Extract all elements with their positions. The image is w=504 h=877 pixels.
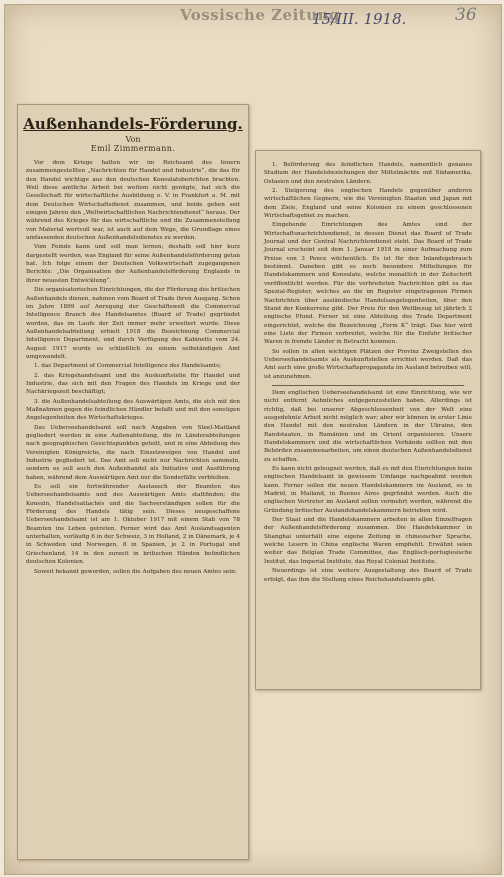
divider (272, 385, 464, 386)
paragraph: Die organisatorischen Einrichtungen, die der Förderung des britischen Außenhandels dienen, nahmen vom Board of Trade ihren Ausgang. Schon im Jahre 1899 auf Anregung der Geschäftswelt die Commercial Intelligence Branch des Handelsamtes (Board of Trade) gegründet worden, das im Laufe der Zeit immer mehr erweitert wurde. Diese Außenhandelsabteilung erhielt 1918 die Bezeichnung Commercial Intelligence Department, und durch Verfügung des Kabinetts vom 24. August 1917 wurde es schließlich zu einem selbständigen Amt umgewandelt. (26, 287, 240, 360)
list-item: 2. Steigerung des englischen Handels gegenüber anderen wirtschaftlichen Gegnern, wie die Vereinigten Staaten und Japan mit dem Ziele, England und seine Kolonien zu einem geschlossenen Wirtschaftsgebiet zu machen. (264, 188, 472, 220)
masthead: Vossische Zeitung (180, 6, 341, 24)
clipping-left (17, 104, 249, 860)
clipping-right (255, 150, 481, 690)
article-title: Außenhandels-Förderung. (23, 115, 243, 133)
left-column-text (18, 159, 248, 849)
paragraph: Eingehende Einrichtungen des Amtes sind der Wirtschaftsnachrichtendienst, in dessen Dienst das Board of Trade Journal und der Central Nachrichtendienst steht. Das Board of Trade Journal erscheint seit dem 1. Januar 1918 in einer Aufmachung zum Preise von 3 Pence wöchentlich. Es ist für den Inlandsgebrauch bestimmt. Daneben gibt es noch besondere Mitteilungen für Handelskammern und Konsulate, welche monatlich in der Zeitschrift veröffentlicht werden. Für die verbreiteten Nachrichten gibt es das Spezial-Register, welches an die im Register eingetragenen Firmen Nachrichten über ausländische Handelsangelegenheiten, über den Stand der Konkurrenz gibt. Der Preis für den Weltbezug ist jährlich 2 englische Pfund. Ferner ist eine Abteilung des Trade Department eingerichtet, welche die Bezeichnung „Form K“ trägt. Das hier wird eine Liste der Firmen verbreitet, welche für die Einfuhr britischer Waren in fremde Länder in Betracht kommen. (264, 222, 472, 346)
page-number: 36 (455, 5, 477, 25)
paragraph: Es kann nicht geleugnet werden, daß es mit den Einrichtungen beim englischen Handelsamt in gewissem Umfange nachgeahmt werden kann. Ferner sollen die neuen Handelskammern im Ausland, so in Madrid, in Mailand, in Buenos Aires gegründet werden. Auch die englischen Vertreter im Ausland sollen vermehrt werden, während die Gründung britischer Auslandshandelskammern betrieben wird. (264, 466, 472, 514)
right-column-text (256, 151, 480, 681)
paragraph: Vor dem Kriege hatten wir im Reichsamt des Innern zusammengestellten „Nachrichten für Handel und Industrie“, die das für den Handel wichtige aus den deutschen Konsulatsberichten brachten. Weil diese amtliche Arbeit bei weitem nicht genügte, hat sich die Gesellschaft für wirtschaftliche Ausbildung e. V. in Frankfurt a. M. mit dem Deutschen Wirtschaftsdienst zusammen, und beide gehen seit einigen Jahren den „Weltwirtschaftlichen Nachrichtendienst“ heraus. Der während des Krieges für das wirtschaftliche und die Zusammenstellung von Material wertvoll war, ist auch auf dem Wege, die Grundlage eines umfassenden deutschen Außenhandelsdienstes zu werden. (26, 160, 240, 242)
paragraph: Es soll ein fortwährender Austausch der Beamten des Ueberseehandelsamts und des Auswärtigen Amts stattfinden; die Konsuln, Handelsattachés und die Sachverständigen sollen für die Förderung des Handels tätig sein. Dieses neugeschaffene Ueberseehandelsamt ist am 1. Oktober 1917 mit einem Stab von 78 Beamten ins Leben getreten. Ferner wird das Amt Auslandsagenten unterhalten, vorläufig 6 in der Schweiz, 3 in Holland, 2 in Dänemark, je 4 in Schweden und Norwegen, 8 in Spanien, je 2 in Portugal und Griechenland, 14 in den zurzeit in britischen Händen befindlichen deutschen Kolonien. (26, 484, 240, 566)
handwritten-date: 15/III. 1918. (312, 10, 407, 28)
paragraph: Das Ueberseehandelsamt soll nach Angaben von Steel-Maitland gegliedert werden in eine Außenabteilung, die in Länderabteilungen nach geographischen Gesichtspunkten geteilt, und in eine Abteilung des Vereinigten Königreichs, die nach Einzelzweigen von Handel und Industrie gegliedert ist. Das Amt soll nicht nur Nachrichten sammeln, sondern es soll auch den Außenhandel als Initiative und Ausführung haben, während dem Auswärtigen Amt nur die Sonderfälle verbleiben. (26, 424, 240, 481)
list-item: 1. Beförderung des feindlichen Handels, namentlich genaues Studium der Handelsbeziehungen der Mittelmächte mit Südamerika, Ostasien und den neutralen Ländern. (264, 162, 472, 185)
list-item: 2. das Kriegshandelsamt und die Auskunftstelle für Handel und Industrie, das sich mit den Fragen des Handels im Kriege und der Nachkriegszeit beschäftigt; (26, 372, 240, 396)
list-item: 1. das Department of Commercial Intelligence des Handelsamts; (34, 363, 221, 370)
paragraph: Vom Feinde kann und soll man lernen; deshalb soll hier kurz dargestellt werden, was England für seine Außenhandelsförderung getan hat. Ich folge einem der Deutschen Volkswirtschaft zugegangenen Berichte: „Die Organisation der Außenhandelsförderung Englands in ihrer neuesten Entwicklung“. (26, 244, 240, 284)
list-item: 3. die Außenhandelsabteilung des Auswärtigen Amts, die sich mit den Maßnahmen gegen die feindlichen Händler befaßt und mit den sonstigen Angelegenheiten des Wirtschaftskrieges. (26, 398, 240, 422)
paragraph: Dem englischen Ueberseehandelsamt ist eine Einrichtung, wie wir nicht entfernt Aehnliches entgegenzustellen haben. Allerdings ist richtig, daß bei unserer Abgeschlossenheit von der Welt eine ausgedehnte Arbeit nicht möglich war; aber wir können in erster Linie den Handel mit den neutralen Ländern in der Ukraine, den Randstaaten, in Rumänien und im Orient organisieren. Unsere Handelskammern und die wirtschaftlichen Verbände sollten mit den Behörden zusammenarbeiten, um einen deutschen Außenhandelsdienst zu schaffen. (264, 389, 472, 463)
byline-author: Emil Zimmermann. (90, 144, 176, 153)
paragraph: Der Staat und die Handelskammern arbeiten in allen Einzelfragen der Außenhandelsförderung zusammen. Die Handelskammer in Shanghai unterhält eine eigene Zeitung in chinesischer Sprache, welche Lesern in China englische Waren empfiehlt. Erwähnt seien weiter das Belgian Trade Committee, das Englisch-portugiesische Institut, das Imperial Institute, das Royal Colonial Institute. (264, 517, 472, 565)
paragraph: So sollen in allen wichtigen Plätzen der Provinz Zweigstellen des Ueberseehandelsamts als Auskunftstellen errichtet werden. Daß das Amt auch eine große Wirtschaftspropaganda im Ausland betreiben will, ist anzunehmen. (264, 348, 472, 380)
byline-prefix: Von (125, 135, 141, 144)
paragraph: Neuerdings ist eine weitere Ausgestaltung des Board of Trade erfolgt, das ihm die Stellung eines Reichshandelsamts gibt. (264, 568, 472, 583)
paragraph: Soweit bekannt geworden, sollen die Aufgaben des neuen Amtes sein: (34, 568, 237, 575)
